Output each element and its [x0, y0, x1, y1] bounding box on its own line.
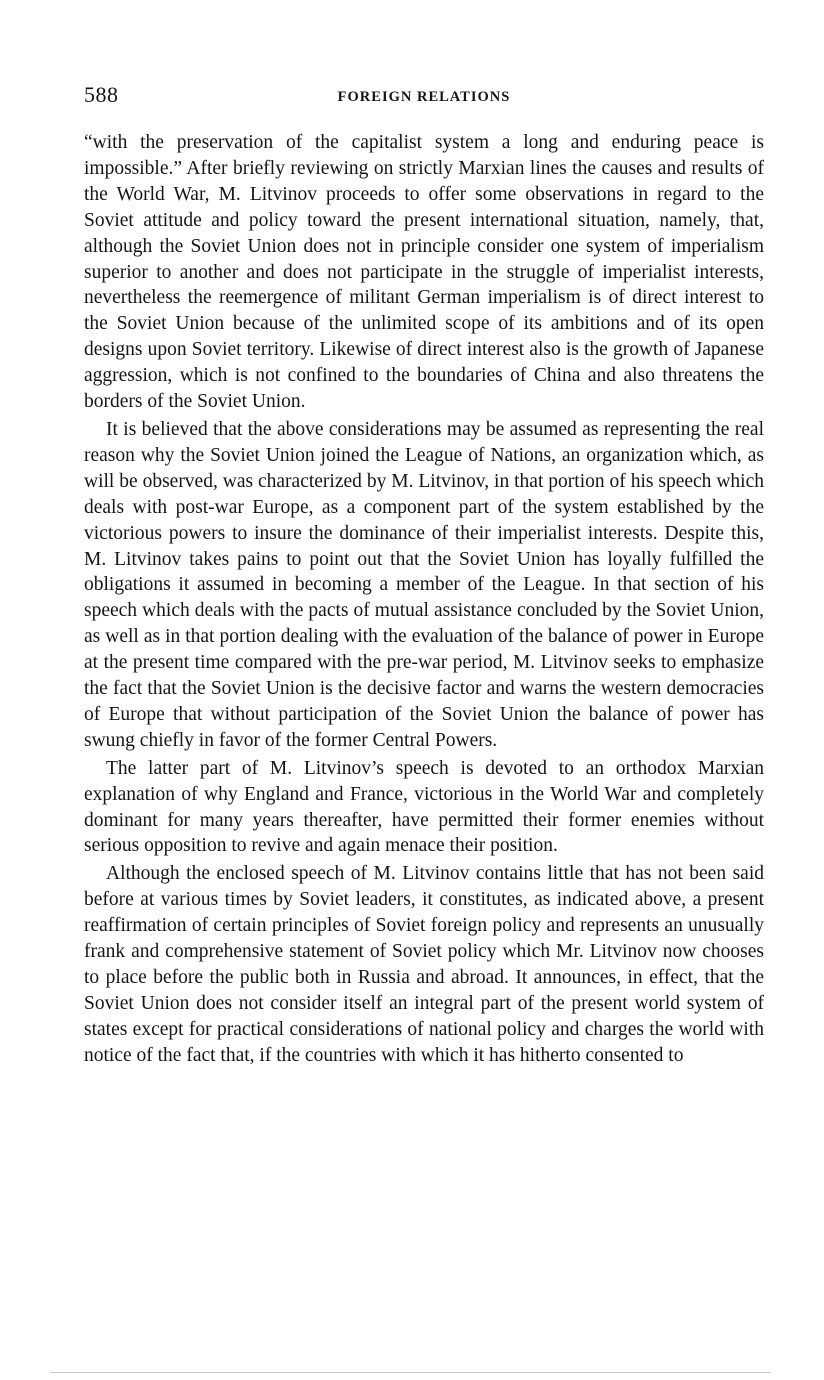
- paragraph-1: “with the preservation of the capitalist system a long and enduring peace is impossible.” After briefly reviewing on strictly Marxian lines the causes and results of the World War, M. Litvinov proceeds to offer some observations in regard to the Soviet attitude and policy toward the present international situation, namely, that, although the Soviet Union does not in principle consider one system of imperialism superior to another and does not participate in the struggle of imperialist interests, nevertheless the reemergence of militant German imperialism is of direct interest to the Soviet Union because of the unlimited scope of its ambitions and of its open designs upon Soviet territory. Likewise of direct interest also is the growth of Japanese aggression, which is not confined to the boundaries of China and also threatens the borders of the Soviet Union.: [84, 132, 764, 413]
- page-header: [84, 82, 764, 116]
- paragraph-3: The latter part of M. Litvinov’s speech is devoted to an orthodox Marxian explanation of why England and France, victorious in the World War and completely dominant for many years thereafter, have permitted their former enemies without serious opposition to revive and again menace their position.: [84, 757, 764, 857]
- page-number: 588: [84, 82, 119, 107]
- running-head: FOREIGN RELATIONS: [337, 89, 511, 105]
- body-text: [84, 130, 764, 1071]
- footer-rule: [50, 1372, 770, 1373]
- paragraph-4: Although the enclosed speech of M. Litvinov contains little that has not been said before at various times by Soviet leaders, it constitutes, as indicated above, a present reaffirmation of certain principles of Soviet foreign policy and represents an unusually frank and comprehensive statement of Soviet policy which Mr. Litvinov now chooses to place before the public both in Russia and abroad. It announces, in effect, that the Soviet Union does not consider itself an integral part of the present world system of states except for practical considerations of national policy and charges the world with notice of the fact that, if the countries with which it has hitherto consented to: [84, 863, 764, 1066]
- paragraph-2: It is believed that the above considerations may be assumed as representing the real reason why the Soviet Union joined the League of Nations, an organization which, as will be observed, was characterized by M. Litvinov, in that portion of his speech which deals with post-war Europe, as a component part of the system established by the victorious powers to insure the dominance of their imperialist interests. Despite this, M. Litvinov takes pains to point out that the Soviet Union has loyally fulfilled the obligations it assumed in becoming a member of the League. In that section of his speech which deals with the pacts of mutual assistance concluded by the Soviet Union, as well as in that portion dealing with the evaluation of the balance of power in Europe at the present time compared with the pre-war period, M. Litvinov seeks to emphasize the fact that the Soviet Union is the decisive factor and warns the western democracies of Europe that without participation of the Soviet Union the balance of power has swung chiefly in favor of the former Central Powers.: [84, 418, 764, 751]
